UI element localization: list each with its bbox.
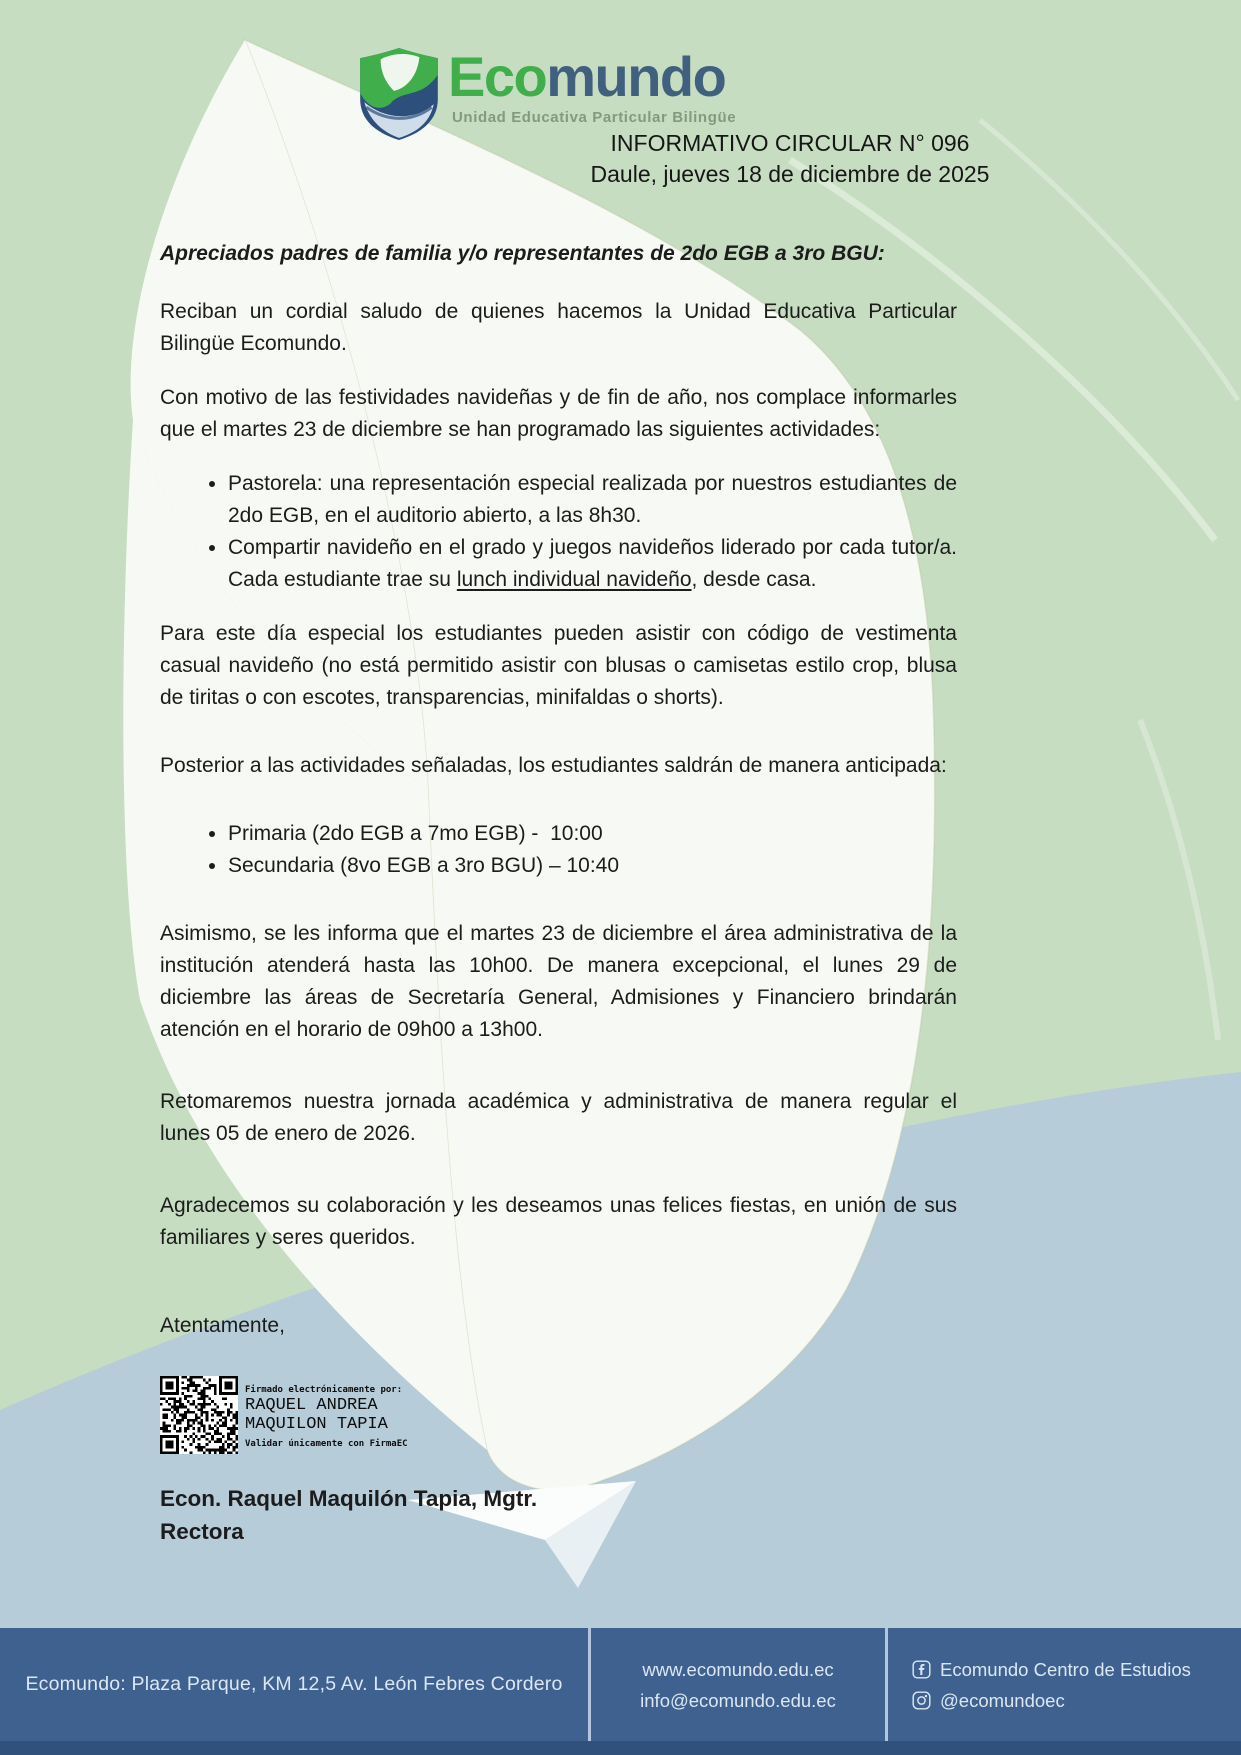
stamp-header: Firmado electrónicamente por:	[245, 1385, 403, 1395]
circular-number: INFORMATIVO CIRCULAR N° 096	[610, 130, 970, 156]
electronic-signature-stamp	[160, 1376, 957, 1454]
resume-paragraph: Retomaremos nuestra jornada académica y administrativa de manera regular el lunes 05 de enero de 2026.	[160, 1090, 957, 1145]
exit-time-secundaria: • Secundaria (8vo EGB a 3ro BGU) – 10:40	[228, 850, 957, 882]
qr-code	[160, 1376, 238, 1454]
stamp-text	[245, 1376, 408, 1450]
brand-wordmark	[448, 45, 736, 108]
logo-shield-icon	[358, 46, 440, 142]
signer-title: Rectora	[160, 1519, 244, 1544]
activities-list	[160, 468, 957, 596]
footer-email: info@ecomundo.edu.ec	[640, 1689, 836, 1711]
footer-website: www.ecomundo.edu.ec	[642, 1658, 834, 1680]
activity2-text-post: , desde casa.	[691, 568, 817, 591]
footer-social	[888, 1628, 1241, 1741]
footer-facebook-label: Ecomundo Centro de Estudios	[940, 1658, 1191, 1680]
date-line: Daule, jueves 18 de diciembre de 2025	[590, 161, 990, 187]
early-exit-paragraph: Posterior a las actividades señaladas, los estudiantes saldrán de manera anticipada:	[160, 754, 947, 777]
stamp-footer: Validar únicamente con FirmaEC	[245, 1439, 408, 1449]
footer-facebook	[912, 1654, 1241, 1685]
footer	[0, 1628, 1241, 1741]
stamp-name-line1: RAQUEL ANDREA	[245, 1396, 378, 1415]
brand-tagline: Unidad Educativa Particular Bilingüe	[452, 109, 737, 126]
activity-item-pastorela: • Pastorela: una representación especial realizada por nuestros estudiantes de 2do EGB, en el auditorio abierto, a las 8h30.	[228, 468, 957, 532]
brand-eco: Eco	[448, 45, 547, 108]
admin-hours-paragraph: Asimismo, se les informa que el martes 23 de diciembre el área administrativa de la institución atenderá hasta las 10h00. De manera excepcional, el lunes 29 de diciembre las áreas de Secretaría General, Admisiones y Financiero brindarán atención en el horario de 09h00 a 13h00.	[160, 922, 957, 1041]
brand-mundo: mundo	[546, 45, 726, 108]
closing-line: Atentamente,	[160, 1314, 285, 1337]
salutation: Apreciados padres de familia y/o representantes de 2do EGB a 3ro BGU:	[160, 242, 885, 265]
footer-instagram	[912, 1685, 1241, 1716]
facebook-icon	[912, 1660, 931, 1679]
thanks-paragraph: Agradecemos su colaboración y les deseamos unas felices fiestas, en unión de sus familiares y seres queridos.	[160, 1194, 957, 1249]
signer-name: Econ. Raquel Maquilón Tapia, Mgtr.	[160, 1486, 538, 1511]
greeting-paragraph: Reciban un cordial saludo de quienes hacemos la Unidad Educativa Particular Bilingüe Ecomundo.	[160, 300, 957, 355]
dress-code-paragraph: Para este día especial los estudiantes pueden asistir con código de vestimenta casual navideño (no está permitido asistir con blusas o camisetas estilo crop, blusa de tiritas o con escotes, transparencias, minifaldas o shorts).	[160, 622, 957, 709]
exit-time-primaria: • Primaria (2do EGB a 7mo EGB) - 10:00	[228, 818, 957, 850]
stamp-name-line2: MAQUILON TAPIA	[245, 1415, 388, 1434]
exit-times-list	[160, 818, 957, 882]
document-header	[500, 128, 1080, 190]
letter-body	[160, 238, 957, 1548]
instagram-icon	[912, 1691, 931, 1710]
footer-contact	[588, 1628, 888, 1741]
footer-address: Ecomundo: Plaza Parque, KM 12,5 Av. León Febres Cordero	[25, 1673, 563, 1695]
footer-bottom-strip	[0, 1741, 1241, 1755]
activities-intro-paragraph: Con motivo de las festividades navideñas y de fin de año, nos complace informarles que el martes 23 de diciembre se han programado las siguientes actividades:	[160, 386, 957, 441]
activity2-text-pre: Compartir navideño en el grado y juegos navideños liderado por cada tutor/a. Cada estudiante trae su	[228, 536, 957, 591]
activity-item-compartir	[228, 532, 957, 596]
footer-instagram-label: @ecomundoec	[940, 1689, 1065, 1711]
activity2-text-underlined: lunch individual navideño	[456, 568, 692, 591]
